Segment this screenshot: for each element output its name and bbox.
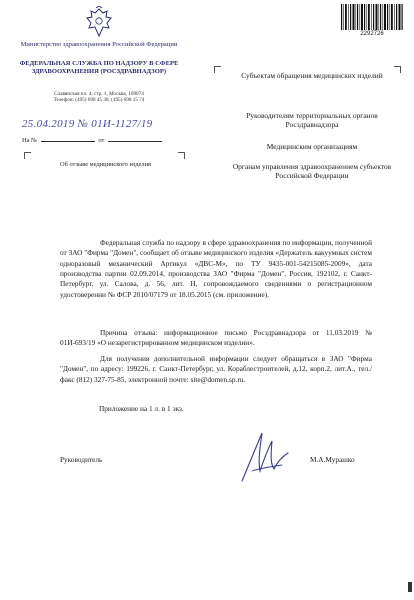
- body-paragraph-1: Федеральная служба по надзору в сфере здравоохранения по информации, полученной от ЗАО "Фирма "Домен", сообщает об отзыве медицинского изделия «Держатель вакуумных систем одноразовый механический Артикул «ДВС-М», по ТУ 9435-001-54215085-2009», дата производства партии 02.09.2014, производства ЗАО "Фирма "Домен", Россия, 192102, г. Санкт-Петербург, ул. Салова, д. 56, лит. Н, сопровождаемого сведениями о регистрационном удостоверении № ФСР 2010/07179 от 18.05.2015 (см. приложение).: [60, 238, 372, 299]
- edge-mark: [408, 582, 412, 592]
- date-blank: [108, 141, 162, 142]
- signatory-title: Руководитель: [60, 455, 103, 464]
- barcode-number: 2292726: [360, 31, 384, 37]
- on-label: На №: [22, 137, 38, 144]
- recipient-4: Органам управления здравоохранением субъектов Российской Федерации: [232, 162, 392, 181]
- barcode-icon: [340, 4, 404, 30]
- bracket-corner: [178, 152, 185, 159]
- coat-of-arms-icon: [84, 6, 114, 40]
- from-label: от: [98, 137, 105, 144]
- reference-blank: [41, 141, 95, 142]
- recipient-2: Руководителям территориальных органов Росздравнадзора: [246, 111, 378, 130]
- recipient-3: Медицинским организациям: [266, 142, 358, 151]
- body-paragraph-2: Причина отзыва: информационное письмо Росздравнадзора от 11.03.2019 № 01И-693/19 «О незарегистрированном медицинском изделии».: [60, 328, 372, 348]
- recipient-1: Субъектам обращения медицинских изделий: [241, 71, 383, 80]
- letter-subject: Об отзыве медицинского изделия: [60, 161, 151, 168]
- attachment-note: Приложение на 1 л. в 1 экз.: [99, 404, 184, 413]
- reference-row: [22, 137, 164, 144]
- address-line: Славянская пл. 4, стр. 1, Москва, 109074: [54, 91, 144, 97]
- service-address: [14, 92, 184, 104]
- handwritten-signature-icon: [238, 427, 294, 487]
- bracket-corner: [214, 66, 221, 73]
- phone-line: Телефон: (495) 698 45 38, (495) 698 15 74: [53, 96, 145, 103]
- registration-handwritten: 25.04.2019 № 01И-1127/19: [22, 118, 153, 130]
- bracket-corner: [24, 152, 31, 159]
- ministry-name: Министерство здравоохранения Российской Федерации: [20, 41, 178, 48]
- bracket-corner: [394, 66, 401, 73]
- signatory-name: М.А.Мурашко: [310, 455, 355, 464]
- service-name: ФЕДЕРАЛЬНАЯ СЛУЖБА ПО НАДЗОРУ В СФЕРЕ ЗДРАВООХРАНЕНИЯ (РОСЗДРАВНАДЗОР): [19, 60, 179, 75]
- body-paragraph-3: Для получения дополнительной информации следует обращаться в ЗАО "Фирма "Домен", по адресу: 199226, г. Санкт-Петербург, ул. Кораблестроителей, д.12, корп.2, лит.А., тел./факс (812) 327-75-85, электронной почте: site@domen.sp.ru.: [60, 354, 372, 384]
